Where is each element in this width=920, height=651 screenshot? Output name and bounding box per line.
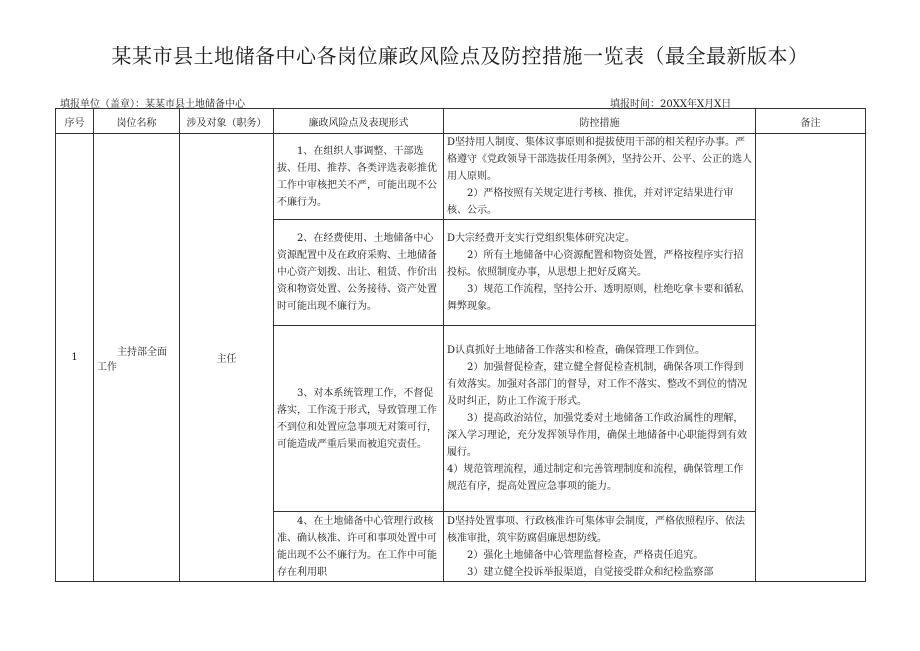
risk-text: 1、在组织人事调整、干部选拔、任用、推荐、各类评选表彰推优工作中审核把关不严，可能出现不公不廉行为。 — [277, 145, 437, 208]
measure-item: 2）加强督促检查，建立健全督促检查机制，确保各项工作得到有效落实。加强对各部门的督导，对工作不落实、整改不到位的情况及时纠正，防止工作流于形式。 — [447, 362, 747, 407]
fill-unit: 填报单位（盖章）：某某市县土地储备中心 — [60, 99, 245, 110]
risk-table — [55, 108, 866, 582]
measure-item: 3）建立健全投诉举报渠道，自觉接受群众和纪检监察部 — [467, 566, 714, 578]
measure-cell — [444, 134, 756, 220]
measure-item: 3）规范工作流程，坚持公开、透明原则，杜绝吃拿卡要和循私舞弊现象。 — [447, 284, 744, 312]
measure-item: 3）提高政治站位，加强党委对土地储备工作政治属性的理解，深入学习理论，充分发挥领导作用，确保土地储备中心职能得到有效履行。 — [447, 413, 747, 458]
risk-cell — [274, 512, 444, 582]
target-cell: 主任 — [180, 134, 274, 582]
measure-item: D坚持处置事项、行政核准许可集体审会制度，严格依照程序、依法核准审批，筑牢防腐倡廉思想防线。 — [447, 515, 746, 544]
measure-item: 2）严格按照有关规定进行考核、推优，并对评定结果进行审核、公示。 — [447, 188, 734, 216]
measure-item: 2）所有土地储备中心资源配置和物资处置，严格按程序实行招投标。依照制度办事，从思想上把好反腐关。 — [447, 250, 744, 278]
measure-cell — [444, 512, 756, 582]
header-seq: 序号 — [56, 109, 94, 134]
header-measures: 防控措施 — [444, 109, 756, 134]
measure-item: D坚持用人制度、集体议事原则和提拔使用干部的相关程序办事。严格遵守《党政领导干部选拔任用条例》，坚持公开、公平、公正的选人用人原则。 — [447, 137, 752, 182]
table-row — [56, 134, 866, 220]
post-name: 主持部全面工作 — [97, 346, 167, 373]
risk-cell — [274, 326, 444, 512]
risk-text: 3、对本系统管理工作，不督促落实，工作流于形式，导致管理工作不到位和处置应急事项无对策可行，可能造成严重后果而被追究责任。 — [277, 387, 437, 450]
measure-cell — [444, 220, 756, 326]
measure-item: 2）强化土地储备中心管理监督检查，严格责任追究。 — [467, 549, 704, 561]
measure-item: D认真抓好土地储备工作落实和检查，确保管理工作到位。 — [447, 345, 706, 356]
header-note: 备注 — [756, 109, 866, 134]
header-post: 岗位名称 — [94, 109, 180, 134]
seq-cell: 1 — [56, 134, 94, 582]
table-header-row — [56, 109, 866, 134]
measure-cell — [444, 326, 756, 512]
note-cell — [756, 134, 866, 582]
risk-cell — [274, 220, 444, 326]
risk-text: 2、在经费使用、土地储备中心资源配置中及在政府采购、土地储备中心资产划拨、出让、租赁、作价出资和物资处置、公务接待、资产处置时可能出现不廉行为。 — [277, 233, 437, 312]
measure-item: 4）规范管理流程，通过制定和完善管理制度和流程，确保管理工作规范有序，提高处置应急事项的能力。 — [447, 464, 744, 492]
risk-text: 4、在土地储备中心管理行政核准、确认核准、许可和事项处置中可能出现不公不廉行为。在工作中可能存在利用职 — [277, 515, 437, 578]
post-cell — [94, 134, 180, 582]
measure-item: D大宗经费开支实行党组织集体研究决定。 — [447, 233, 636, 244]
page-title: 某某市县土地储备中心各岗位廉政风险点及防控措施一览表（最全最新版本） — [111, 44, 809, 68]
fill-time: 填报时间：20XX年X月X日 — [610, 99, 732, 110]
header-target: 涉及对象（职务） — [180, 109, 274, 134]
header-risk: 廉政风险点及表现形式 — [274, 109, 444, 134]
risk-cell — [274, 134, 444, 220]
